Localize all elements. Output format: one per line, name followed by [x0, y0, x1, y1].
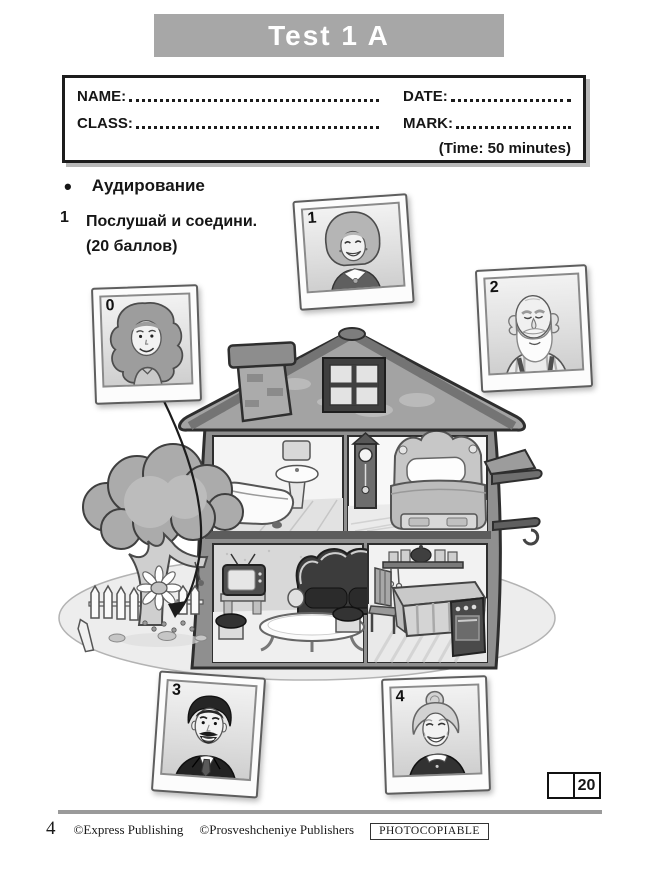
gable-window: [323, 358, 385, 412]
section-heading: [64, 173, 205, 199]
student-info-box: [62, 75, 586, 163]
copyright-express-publishing: ©Express Publishing: [73, 822, 184, 837]
portrait-young-woman-curly-hair: [101, 296, 191, 387]
info-grid: [77, 88, 571, 132]
test-title: Test 1 A: [268, 19, 390, 51]
photo-3: [160, 679, 257, 781]
task-points: (20 баллов): [86, 238, 178, 255]
stove: [451, 598, 485, 656]
bathroom-mirror: [283, 441, 310, 460]
photo-1-number: 1: [306, 209, 318, 228]
photo-frame-2: [475, 264, 593, 393]
mark-fill-line: [456, 126, 571, 129]
photo-3-number: 3: [171, 681, 182, 699]
photo-4-number: 4: [395, 688, 405, 706]
score-max-cell: 20: [573, 772, 601, 799]
task-instruction: Послушай и соедини.: [86, 213, 258, 230]
name-fill-line: [129, 99, 379, 102]
photo-frame-4: [381, 675, 491, 795]
stool-left: [216, 614, 246, 639]
portrait-woman-bob-haircut: [303, 205, 403, 292]
photo-0-number: 0: [105, 297, 115, 315]
footer-rule: [58, 810, 602, 814]
photo-0: [99, 292, 193, 387]
date-field: [403, 88, 571, 105]
mark-label: MARK:: [403, 115, 453, 132]
floor-slab: [205, 531, 491, 539]
page-number: 4: [46, 818, 56, 839]
photo-frame-1: [292, 193, 414, 311]
bed: [391, 431, 486, 529]
photocopiable-stamp: PHOTOCOPIABLE: [370, 823, 489, 840]
date-label: DATE:: [403, 88, 448, 105]
portrait-grandfather-beard: [485, 276, 582, 375]
time-note: (Time: 50 minutes): [438, 140, 571, 157]
class-fill-line: [136, 126, 379, 129]
score-box: [547, 772, 601, 799]
footer: [46, 818, 489, 840]
score-write-in-cell: [547, 772, 575, 799]
section-heading-text: Аудирование: [91, 176, 205, 195]
task-text: [86, 209, 257, 259]
class-field: [77, 115, 379, 132]
kitchen: [368, 544, 487, 662]
name-label: NAME:: [77, 88, 127, 105]
bedroom: [348, 431, 487, 531]
stool-right: [333, 607, 363, 632]
bullet-icon: •: [64, 173, 72, 199]
class-label: CLASS:: [77, 115, 133, 132]
date-fill-line: [451, 99, 571, 102]
photo-1: [301, 202, 406, 294]
copyright-prosveshcheniye: ©Prosveshcheniye Publishers: [199, 822, 355, 837]
roof: [179, 328, 524, 430]
task-1: [60, 209, 257, 259]
test-title-banner: [154, 14, 504, 57]
mark-field: [403, 115, 571, 132]
task-number: 1: [60, 209, 69, 226]
name-field: [77, 88, 379, 105]
photo-frame-0: [91, 284, 202, 405]
photo-2-number: 2: [489, 278, 500, 297]
grandfather-clock: [353, 433, 378, 508]
photo-frame-3: [151, 670, 266, 798]
photo-2: [483, 273, 584, 376]
photo-4: [389, 683, 482, 777]
